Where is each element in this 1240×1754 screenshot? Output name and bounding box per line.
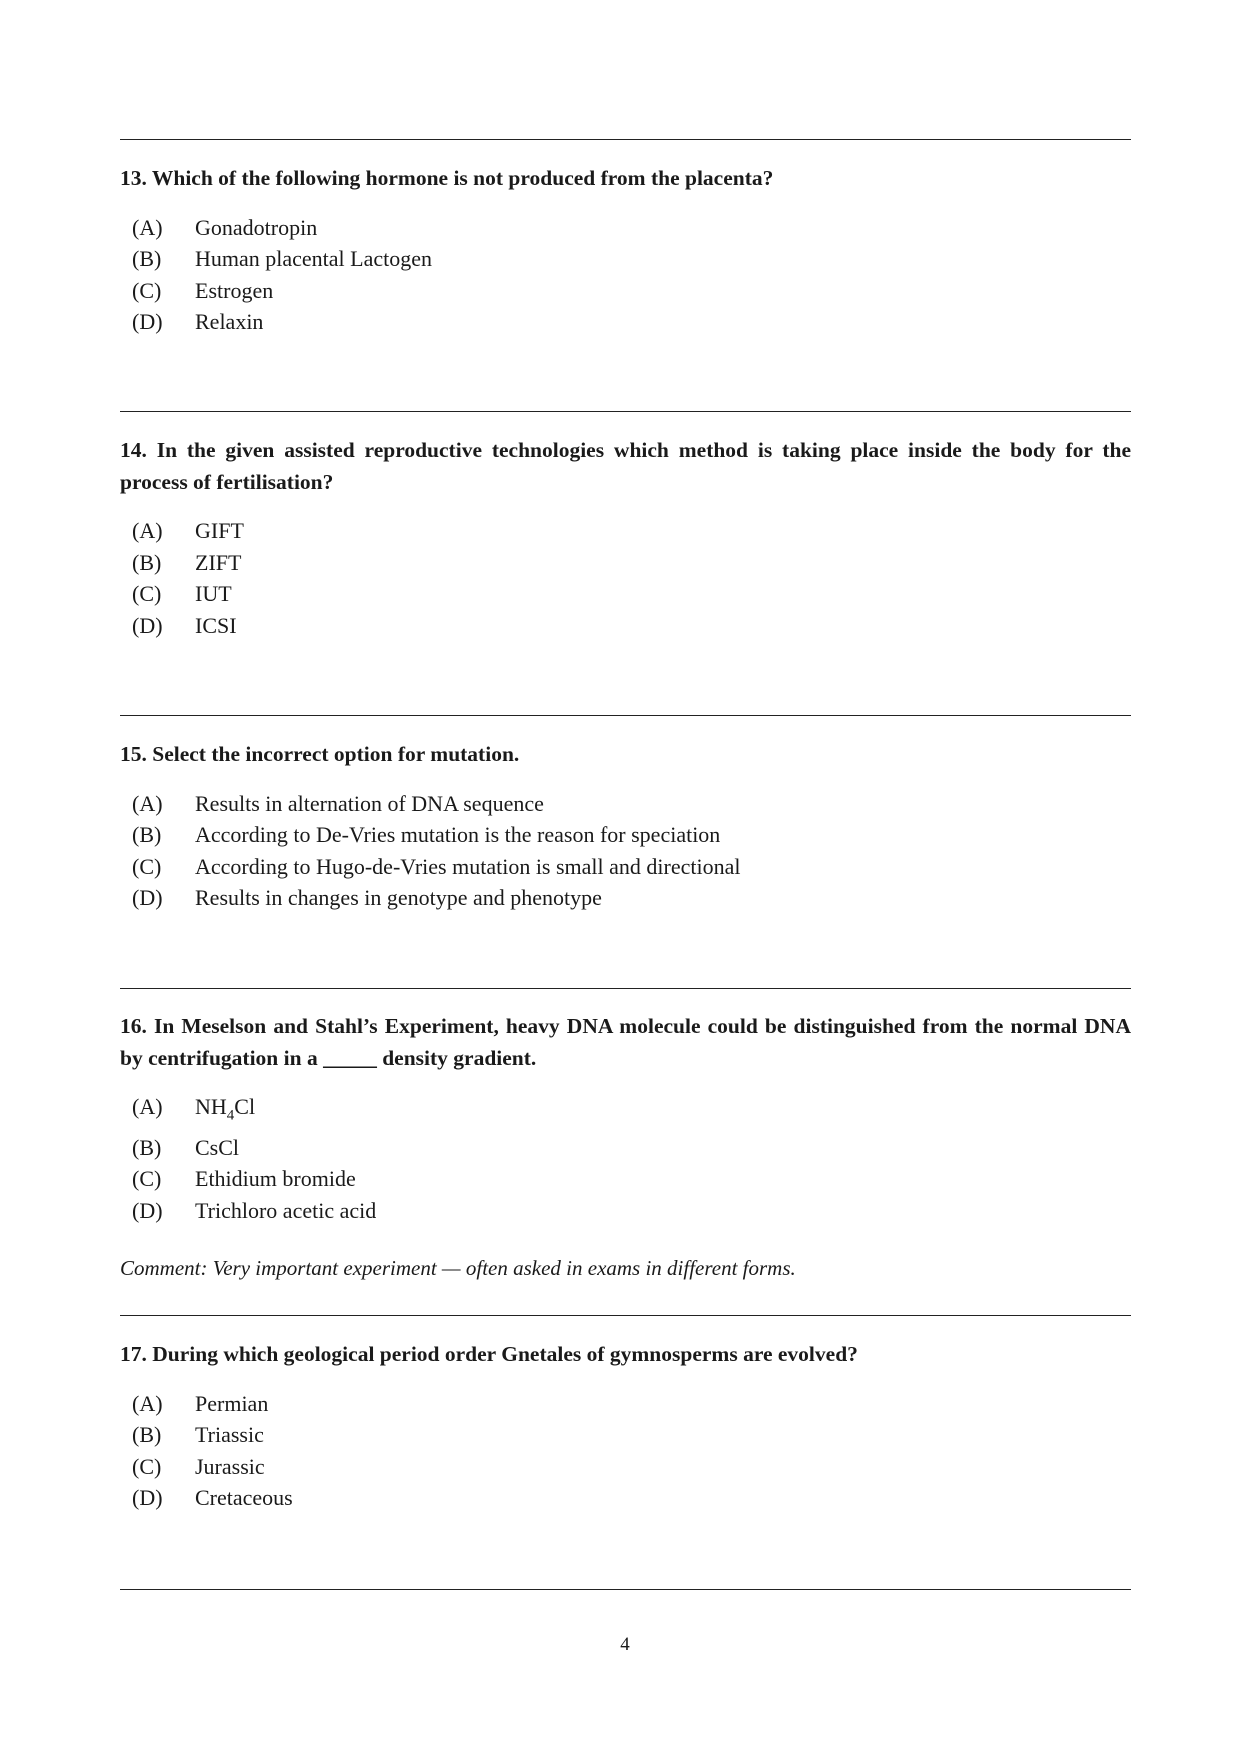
options-list bbox=[132, 788, 1131, 914]
option-text-main: GIFT bbox=[195, 518, 244, 543]
question-text: 14. In the given assisted reproductive technologies which method is taking place inside the body for the process of fertilisation? bbox=[120, 438, 1131, 494]
options-list bbox=[132, 1091, 1131, 1226]
option bbox=[132, 306, 1131, 338]
option-text bbox=[195, 882, 602, 914]
option-text bbox=[195, 1195, 376, 1227]
option-text-main: Trichloro acetic acid bbox=[195, 1197, 377, 1223]
option bbox=[132, 1419, 1131, 1451]
option-text-main: CsCl bbox=[195, 1134, 240, 1160]
option bbox=[132, 1195, 1131, 1227]
options-list bbox=[132, 1388, 1131, 1514]
option-text bbox=[195, 1419, 264, 1451]
question-17 bbox=[120, 1339, 1131, 1514]
option-text bbox=[195, 788, 544, 820]
option-label: (B) bbox=[132, 246, 162, 271]
option bbox=[132, 1451, 1131, 1483]
option-label: (D) bbox=[132, 309, 163, 334]
option-text-main: ICSI bbox=[195, 612, 237, 638]
option-text-main: ZIFT bbox=[195, 549, 242, 575]
option-label: (C) bbox=[132, 1166, 162, 1192]
option-text bbox=[195, 515, 244, 547]
option-text bbox=[195, 819, 720, 851]
option-text bbox=[195, 1163, 356, 1195]
option bbox=[132, 851, 1131, 883]
option-label: (C) bbox=[132, 581, 162, 606]
option-label: (B) bbox=[132, 822, 162, 847]
question-15 bbox=[120, 739, 1131, 914]
option bbox=[132, 243, 1131, 275]
subscript: 4 bbox=[226, 1107, 235, 1124]
option bbox=[132, 819, 1131, 851]
option-text-main: Jurassic bbox=[195, 1453, 265, 1479]
option-label: (D) bbox=[132, 612, 163, 638]
question-14 bbox=[120, 435, 1131, 641]
option-label: (D) bbox=[132, 1485, 163, 1510]
option-label: (B) bbox=[132, 1422, 162, 1447]
divider bbox=[120, 988, 1131, 989]
option bbox=[132, 610, 1131, 642]
question-13 bbox=[120, 163, 1131, 338]
option bbox=[132, 1388, 1131, 1420]
option-label: (C) bbox=[132, 1453, 162, 1479]
option-text-main: Triassic bbox=[195, 1422, 264, 1447]
option-text-main: According to Hugo-de-Vries mutation is small and directional bbox=[195, 853, 741, 879]
option-text-main: According to De-Vries mutation is the reason for speciation bbox=[195, 822, 721, 847]
divider bbox=[120, 715, 1131, 716]
options-list bbox=[132, 515, 1131, 641]
divider bbox=[120, 411, 1131, 412]
option-text-main: Ethidium bromide bbox=[195, 1166, 356, 1192]
option-text bbox=[195, 1451, 265, 1483]
option-text bbox=[195, 547, 241, 579]
options-list bbox=[132, 212, 1131, 338]
option bbox=[132, 788, 1131, 820]
page-number: 4 bbox=[620, 1634, 630, 1655]
option-label: (D) bbox=[132, 1197, 163, 1223]
divider bbox=[120, 1589, 1131, 1590]
option-text-main: Results in alternation of DNA sequence bbox=[195, 790, 544, 816]
option bbox=[132, 275, 1131, 307]
divider bbox=[120, 139, 1131, 140]
option-text-after: Cl bbox=[234, 1094, 256, 1119]
option-label: (A) bbox=[132, 518, 163, 543]
option-label: (A) bbox=[132, 1390, 163, 1416]
option-label: (C) bbox=[132, 277, 162, 303]
option bbox=[132, 1482, 1131, 1514]
divider bbox=[120, 1315, 1131, 1316]
option bbox=[132, 515, 1131, 547]
option-text bbox=[195, 243, 432, 275]
option-text bbox=[195, 1482, 293, 1514]
option bbox=[132, 212, 1131, 244]
option-label: (C) bbox=[132, 853, 162, 879]
option bbox=[132, 1091, 1131, 1132]
option bbox=[132, 547, 1131, 579]
option-text-main: Relaxin bbox=[195, 309, 264, 334]
option-text-main: Gonadotropin bbox=[195, 214, 318, 240]
option-text bbox=[195, 851, 741, 883]
option-text bbox=[195, 1091, 255, 1132]
question-text: 13. Which of the following hormone is not produced from the placenta? bbox=[120, 166, 774, 190]
option-label: (B) bbox=[132, 1134, 162, 1160]
option bbox=[132, 1132, 1131, 1164]
comment: Comment: Very important experiment — often asked in exams in different forms. bbox=[120, 1256, 796, 1281]
option-text bbox=[195, 212, 317, 244]
option-text-main: Estrogen bbox=[195, 277, 274, 303]
option bbox=[132, 1163, 1131, 1195]
option-label: (A) bbox=[132, 214, 163, 240]
option-text-main: Results in changes in genotype and phenotype bbox=[195, 885, 602, 910]
option-text-main: IUT bbox=[195, 581, 232, 606]
option-text bbox=[195, 1388, 268, 1420]
option bbox=[132, 882, 1131, 914]
option-text bbox=[195, 610, 237, 642]
question-text: 15. Select the incorrect option for mutation. bbox=[120, 742, 520, 766]
option-text bbox=[195, 1132, 239, 1164]
option-text bbox=[195, 578, 232, 610]
option-text bbox=[195, 306, 263, 338]
option bbox=[132, 578, 1131, 610]
option-label: (D) bbox=[132, 885, 163, 910]
option-text-main: Human placental Lactogen bbox=[195, 246, 433, 271]
question-text: 17. During which geological period order Gnetales of gymnosperms are evolved? bbox=[120, 1342, 858, 1366]
option-text-main: Cretaceous bbox=[195, 1485, 293, 1510]
option-label: (A) bbox=[132, 790, 163, 816]
option-label: (B) bbox=[132, 549, 162, 575]
option-label: (A) bbox=[132, 1094, 163, 1119]
option-text-main: NH bbox=[195, 1094, 227, 1119]
question-text: 16. In Meselson and Stahl’s Experiment, heavy DNA molecule could be distinguished from the normal DNA by centrifugation in a _____ density gradient. bbox=[120, 1014, 1131, 1070]
option-text-main: Permian bbox=[195, 1390, 269, 1416]
option-text bbox=[195, 275, 273, 307]
question-16 bbox=[120, 1011, 1131, 1281]
